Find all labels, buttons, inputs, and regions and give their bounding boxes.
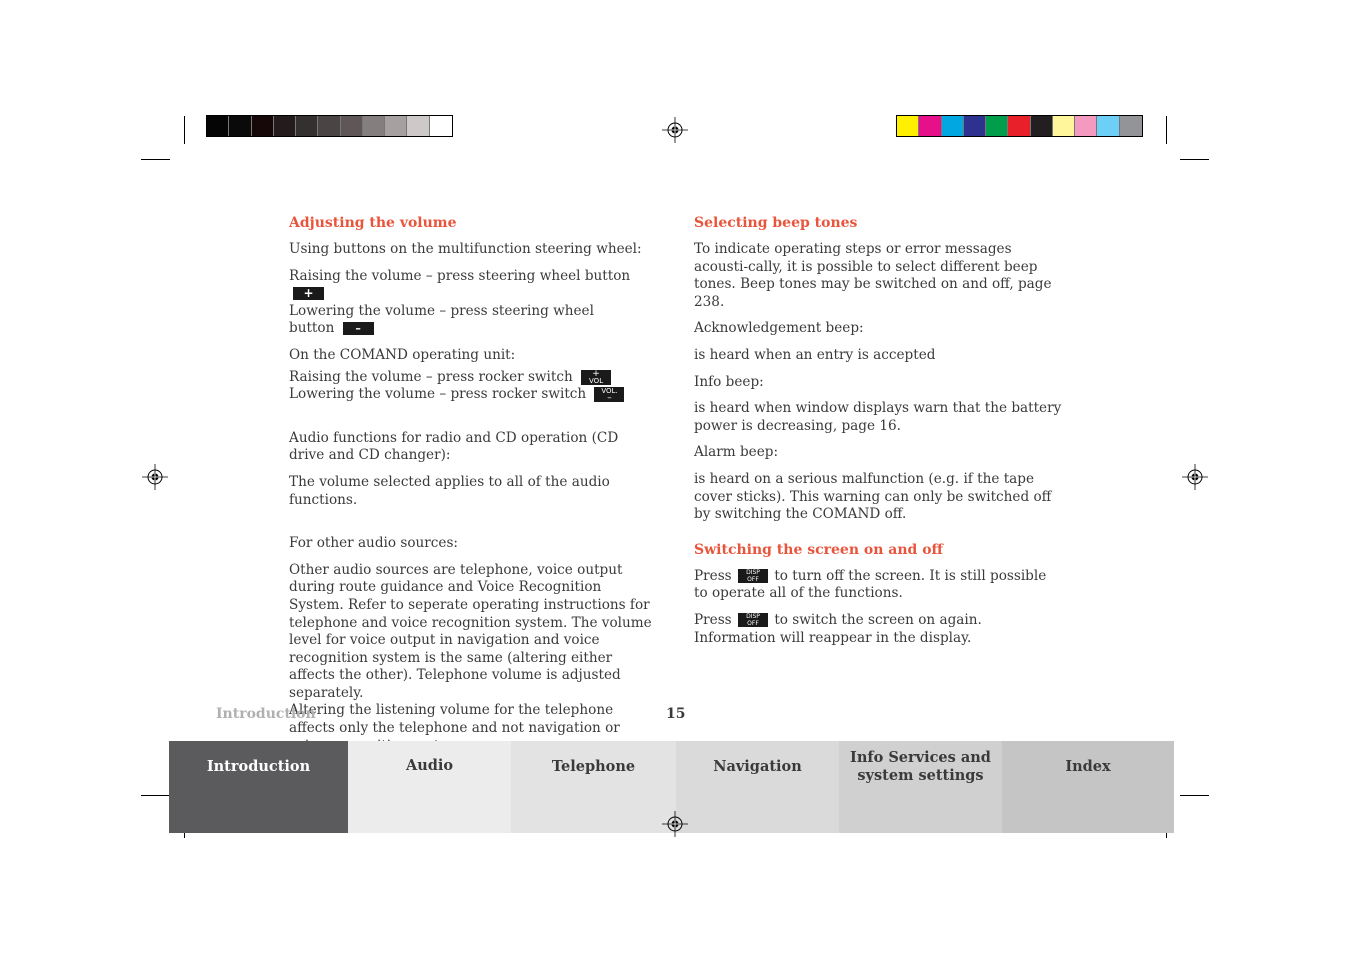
- color-swatch: [430, 116, 452, 136]
- text: Press: [694, 611, 732, 628]
- color-swatch: [986, 116, 1008, 136]
- text: to turn off the screen. It is still possible to operate all of the functions.: [694, 567, 1047, 602]
- paragraph: is heard when an entry is accepted: [694, 346, 936, 363]
- tab-navigation[interactable]: [676, 741, 839, 833]
- crop-mark: [184, 116, 185, 144]
- footer-section-title: Introduction: [216, 706, 316, 722]
- crop-mark: [1166, 116, 1167, 144]
- registration-mark-icon: [142, 464, 168, 490]
- tab-label: Introduction: [206, 758, 311, 775]
- paragraph: Acknowledgement beep:: [694, 320, 864, 337]
- left-column: [289, 214, 657, 764]
- key-sign: –: [607, 393, 612, 404]
- color-swatch: [341, 116, 363, 136]
- crop-mark: [1180, 795, 1209, 796]
- crop-mark: [1180, 159, 1209, 160]
- text: Raising the volume – press steering wheel button: [289, 267, 631, 284]
- color-swatch: [318, 116, 340, 136]
- paragraph: On the COMAND operating unit:: [289, 346, 516, 363]
- color-swatch: [1097, 116, 1119, 136]
- paragraph: The volume selected applies to all of the audio functions.: [289, 473, 610, 508]
- paragraph: Alarm beep:: [694, 444, 779, 461]
- tab-label: Navigation: [713, 758, 802, 775]
- color-swatch: [1120, 116, 1142, 136]
- key-label: DISP: [746, 569, 760, 577]
- key-label: OFF: [747, 619, 759, 627]
- paragraph: [289, 369, 657, 404]
- key-label: OFF: [747, 575, 759, 583]
- volume-up-key-icon: [581, 370, 611, 385]
- key-label: VOL.: [601, 387, 618, 396]
- color-swatch: [407, 116, 429, 136]
- paragraph: [289, 268, 657, 338]
- process-colorbar: [896, 115, 1143, 137]
- key-label: VOL: [589, 376, 604, 385]
- minus-key-icon: –: [343, 322, 374, 335]
- crop-mark: [141, 159, 170, 160]
- color-swatch: [207, 116, 229, 136]
- registration-mark-icon: [1182, 464, 1208, 490]
- plus-key-icon: +: [293, 287, 324, 300]
- registration-mark-icon: [662, 117, 688, 143]
- paragraph: Other audio sources are telephone, voice output during route guidance and Voice Recognition System. Refer to seperate operating instructions for telephone and voice recognition system. The volume level for voice output in navigation and voice recognition system is the same (altering either affects the other). Telephone volume is adjusted separately.: [289, 561, 652, 701]
- tab-label: Index: [1065, 758, 1111, 775]
- tab-index[interactable]: [1002, 741, 1174, 833]
- heading-selecting-beep-tones: Selecting beep tones: [694, 215, 858, 231]
- tab-label: Audio: [405, 757, 454, 774]
- color-swatch: [897, 116, 919, 136]
- color-swatch: [252, 116, 274, 136]
- key-sign: +: [592, 368, 600, 379]
- paragraph: Audio functions for radio and CD operation (CD drive and CD changer):: [289, 429, 619, 464]
- tab-label: Telephone: [551, 758, 636, 775]
- page-number: 15: [666, 706, 686, 722]
- display-off-key-icon: [738, 569, 768, 583]
- paragraph: [694, 568, 1062, 603]
- text: Raising the volume – press rocker switch: [289, 368, 573, 385]
- tab-label: Info Services and: [850, 749, 991, 766]
- color-swatch: [229, 116, 251, 136]
- paragraph: Using buttons on the multifunction steering wheel:: [289, 241, 642, 257]
- tab-introduction[interactable]: [169, 741, 348, 833]
- text: Press: [694, 567, 732, 584]
- tab-label: system settings: [857, 767, 984, 784]
- color-swatch: [1031, 116, 1053, 136]
- heading-switching-screen: Switching the screen on and off: [694, 541, 944, 558]
- display-off-key-icon: [738, 613, 768, 627]
- text: button: [289, 320, 335, 337]
- paragraph: is heard on a serious malfunction (e.g. if the tape cover sticks). This warning can only be switched off by switching the COMAND off.: [694, 470, 1052, 523]
- color-swatch: [1075, 116, 1097, 136]
- color-swatch: [296, 116, 318, 136]
- paragraph: To indicate operating steps or error messages acousti-cally, it is possible to select different beep tones. Beep tones may be switched on and off, page 238.: [694, 241, 1052, 310]
- tab-info-services[interactable]: [839, 741, 1002, 833]
- color-swatch: [1008, 116, 1030, 136]
- tab-audio[interactable]: [348, 741, 511, 833]
- color-swatch: [363, 116, 385, 136]
- color-swatch: [385, 116, 407, 136]
- key-label: DISP: [746, 613, 760, 621]
- paragraph: is heard when window displays warn that the battery power is decreasing, page 16.: [694, 400, 1062, 434]
- volume-down-key-icon: [594, 387, 624, 402]
- color-swatch: [274, 116, 296, 136]
- color-swatch: [1053, 116, 1075, 136]
- registration-mark-icon: [662, 811, 688, 837]
- text: Lowering the volume – press rocker switch: [289, 386, 587, 403]
- paragraph: Altering the listening volume for the telephone affects only the telephone and not navigation or: [289, 702, 620, 737]
- crop-mark: [141, 795, 170, 796]
- heading-adjusting-volume: Adjusting the volume: [289, 215, 457, 231]
- grayscale-colorbar: [206, 115, 453, 137]
- right-column: [694, 214, 1062, 656]
- paragraph: For other audio sources:: [289, 535, 458, 552]
- paragraph: [694, 612, 1062, 647]
- tab-telephone[interactable]: [511, 741, 676, 833]
- color-swatch: [964, 116, 986, 136]
- paragraph: Info beep:: [694, 373, 764, 390]
- color-swatch: [942, 116, 964, 136]
- color-swatch: [919, 116, 941, 136]
- text: to switch the screen on again. Information will reappear in the display.: [694, 611, 982, 646]
- text: Lowering the volume – press steering wheel: [289, 302, 594, 319]
